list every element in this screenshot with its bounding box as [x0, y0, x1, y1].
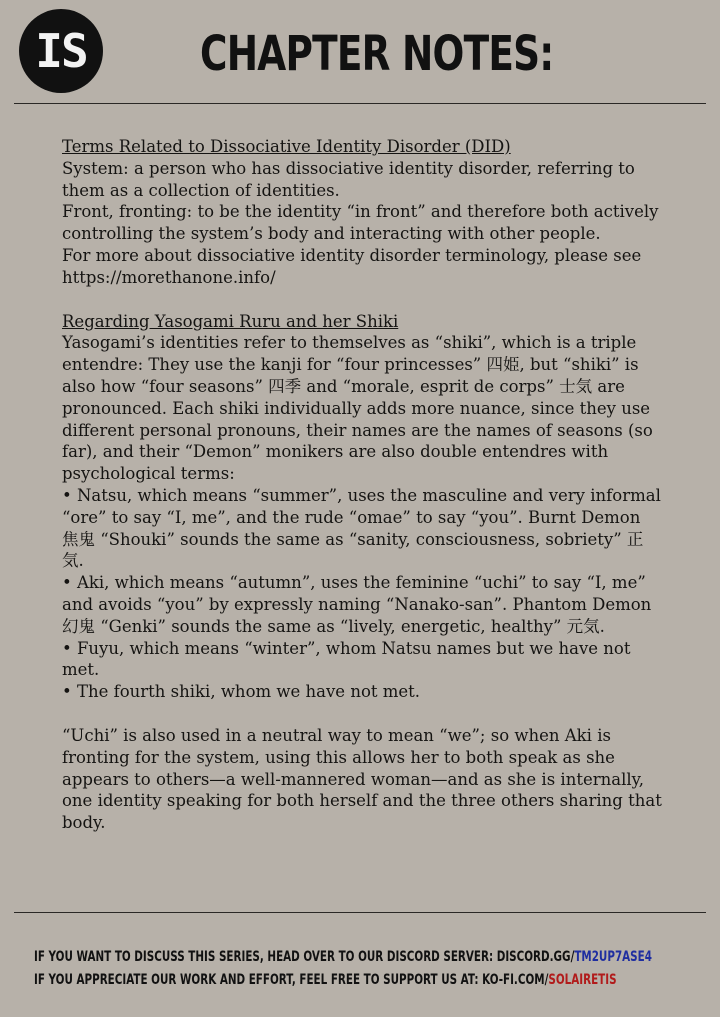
bottom-divider: [14, 912, 706, 913]
shiki-intro-text: Yasogami’s identities refer to themselves as “shiki”, which is a triple entendre: They use the kanji for “four princesses” 四姫, but “shiki” is also how “four seasons” 四季 and “morale, esprit de corps” 士気 are pronounced. Each shiki individually adds more nuance, since they use different personal pronouns, their names are the names of seasons (so far), and their “Demon” monikers are also double entendres with psychological terms:: [62, 333, 653, 484]
discord-link[interactable]: TM2UP7ASE4: [574, 949, 652, 965]
footer-kofi-text: IF YOU APPRECIATE OUR WORK AND EFFORT, FEEL FREE TO SUPPORT US AT: KO-FI.COM/: [34, 972, 549, 988]
spacer: [62, 703, 662, 725]
footer-discord-text: IF YOU WANT TO DISCUSS THIS SERIES, HEAD OVER TO OUR DISCORD SERVER: DISCORD.GG/: [34, 949, 575, 965]
shiki-fuyu-text: • Fuyu, which means “winter”, whom Natsu names but we have not met.: [62, 638, 631, 680]
spacer: [62, 289, 662, 311]
did-heading: Terms Related to Dissociative Identity Disorder (DID): [62, 137, 511, 156]
logo: IS: [19, 9, 103, 93]
uchi-text: “Uchi” is also used in a neutral way to mean “we”; so when Aki is fronting for the system, using this allows her to both speak as she appears to others—a well-mannered woman—and as she is internally, one identity speaking for both herself and the three others sharing that body.: [62, 725, 662, 833]
notes-content: [62, 136, 662, 834]
did-system-text: System: a person who has dissociative identity disorder, referring to them as a collection of identities.: [62, 158, 635, 200]
did-front-text: Front, fronting: to be the identity “in front” and therefore both actively controlling the system’s body and interacting with other people.: [62, 202, 659, 244]
footer-kofi-line: [34, 971, 617, 989]
did-more-text[interactable]: For more about dissociative identity disorder terminology, please see https://morethanone.info/: [62, 245, 642, 287]
top-divider: [14, 103, 706, 104]
shiki-heading: Regarding Yasogami Ruru and her Shiki: [62, 311, 399, 331]
page-title: CHAPTER NOTES:: [200, 26, 554, 82]
kofi-link[interactable]: SOLAIRETIS: [548, 972, 617, 988]
shiki-fourth-text: • The fourth shiki, whom we have not met.: [62, 682, 421, 702]
shiki-aki-text: • Aki, which means “autumn”, uses the feminine “uchi” to say “I, me” and avoids “you” by expressly naming “Nanako-san”. Phantom Demon 幻鬼 “Genki” sounds the same as “lively, energetic, healthy” 元気.: [62, 573, 652, 636]
footer-discord-line: [34, 948, 652, 966]
shiki-natsu-text: • Natsu, which means “summer”, uses the masculine and very informal “ore” to say “I, me”, and the rude “omae” to say “you”. Burnt Demon 焦鬼 “Shouki” sounds the same as “sanity, consciousness, sobriety” 正気.: [62, 485, 661, 571]
